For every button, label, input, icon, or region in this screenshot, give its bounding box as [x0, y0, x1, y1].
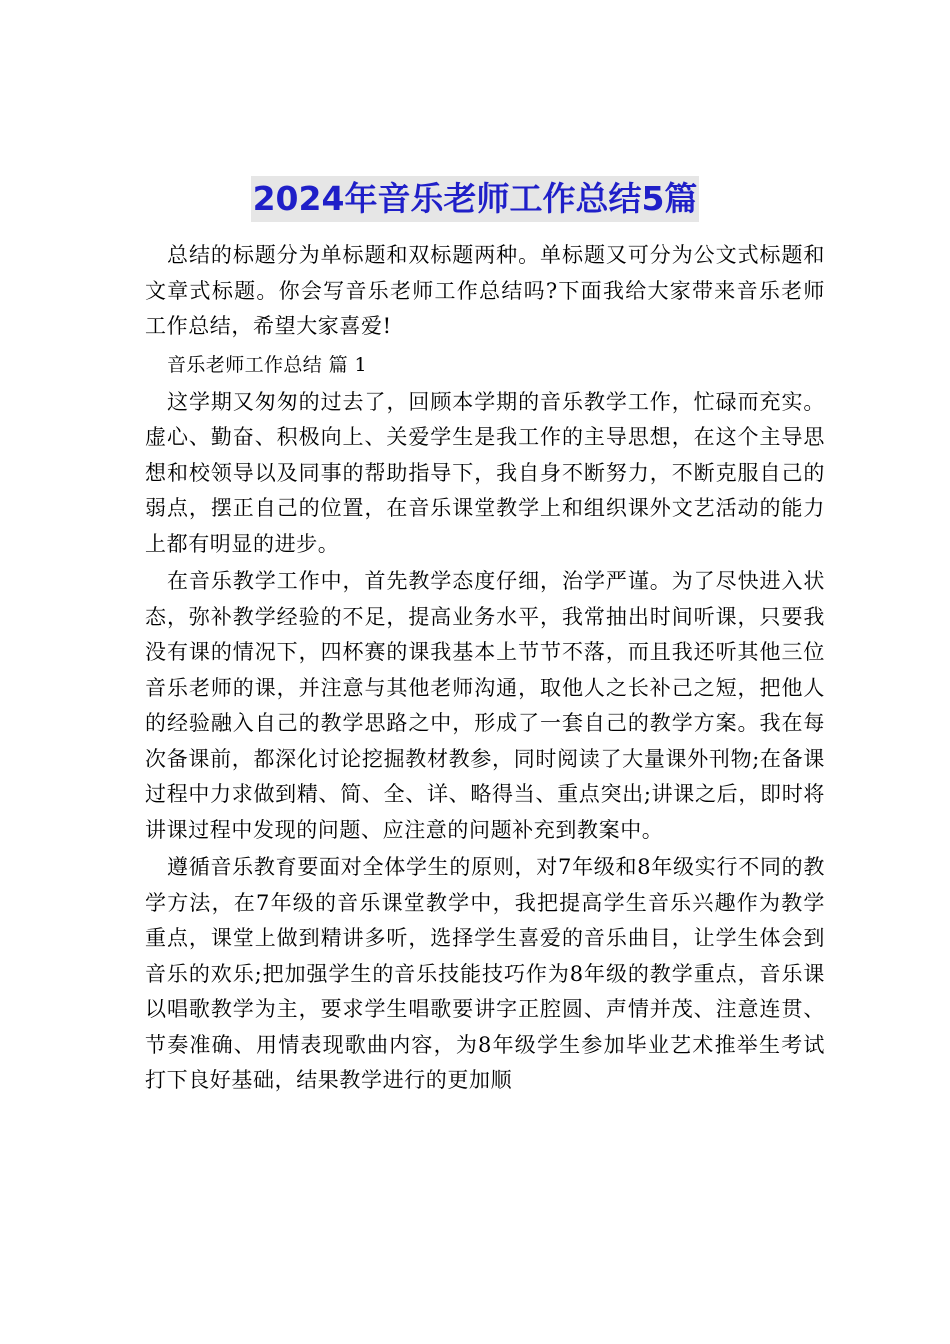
title-wrapper [0, 176, 950, 222]
body-paragraph-2: 在音乐教学工作中，首先教学态度仔细，治学严谨。为了尽快进入状态，弥补教学经验的不足，提高业务水平，我常抽出时间听课，只要我没有课的情况下，四杯赛的课我基本上节节不落，而且我还听其他三位音乐老师的课，并注意与其他老师沟通，取他人之长补己之短，把他人的经验融入自己的教学思路之中，形成了一套自己的教学方案。我在每次备课前，都深化讨论挖掘教材教参，同时阅读了大量课外刊物;在备课过程中力求做到精、简、全、详、略得当、重点突出;讲课之后，即时将讲课过程中发现的问题、应注意的问题补充到教案中。 [145, 569, 825, 842]
body-paragraph-1: 这学期又匆匆的过去了，回顾本学期的音乐教学工作，忙碌而充实。虚心、勤奋、积极向上、关爱学生是我工作的主导思想，在这个主导思想和校领导以及同事的帮助指导下，我自身不断努力，不断克服自己的弱点，摆正自己的位置，在音乐课堂教学上和组织课外文艺活动的能力上都有明显的进步。 [145, 389, 825, 556]
document-body [145, 238, 825, 1099]
section-heading: 音乐老师工作总结 篇 1 [167, 353, 367, 376]
document-title: 2024年音乐老师工作总结5篇 [251, 176, 700, 222]
body-paragraph-3: 遵循音乐教育要面对全体学生的原则，对7年级和8年级实行不同的教学方法，在7年级的音乐课堂教学中，我把提高学生音乐兴趣作为教学重点，课堂上做到精讲多听，选择学生喜爱的音乐曲目，让学生体会到音乐的欢乐;把加强学生的音乐技能技巧作为8年级的教学重点，音乐课以唱歌教学为主，要求学生唱歌要讲字正腔圆、声情并茂、注意连贯、节奏准确、用情表现歌曲内容，为8年级学生参加毕业艺术推举生考试打下良好基础，结果教学进行的更加顺 [145, 855, 825, 1092]
intro-paragraph: 总结的标题分为单标题和双标题两种。单标题又可分为公文式标题和文章式标题。你会写音乐老师工作总结吗?下面我给大家带来音乐老师工作总结，希望大家喜爱! [145, 243, 825, 338]
